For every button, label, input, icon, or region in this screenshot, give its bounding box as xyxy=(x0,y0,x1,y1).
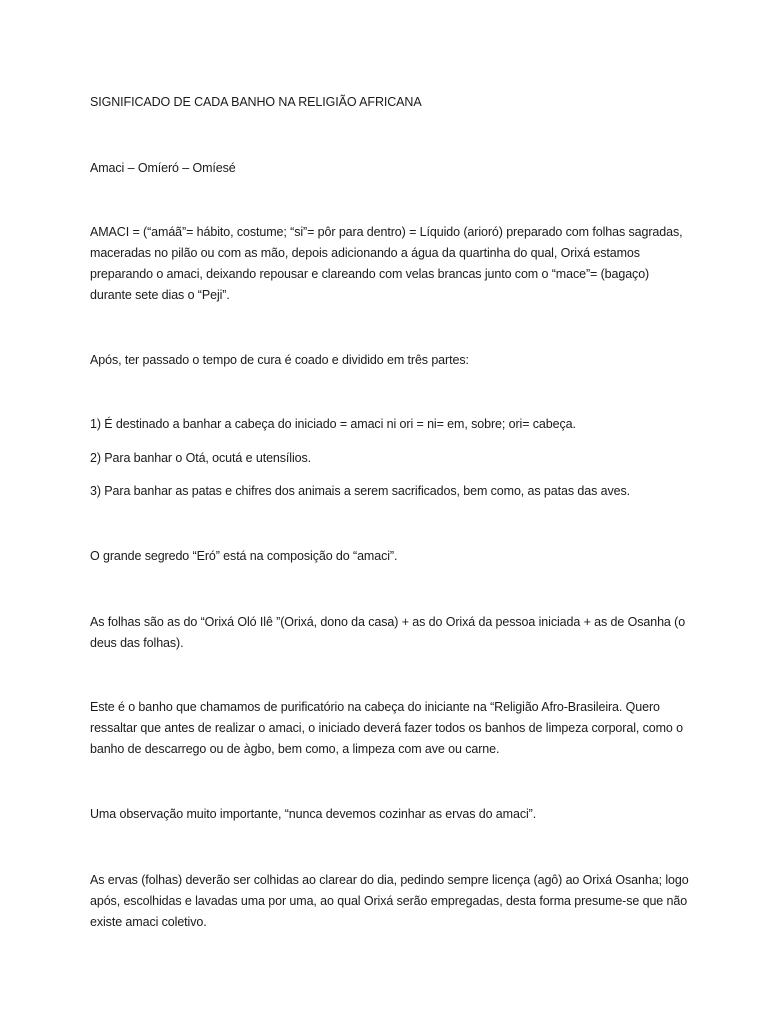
paragraph-apos: Após, ter passado o tempo de cura é coado e dividido em três partes: xyxy=(90,353,469,367)
paragraph-amaci-definition: AMACI = (“amáã”= hábito, costume; “si”= pôr para dentro) = Líquido (arioró) preparado com folhas sagradas, maceradas no pilão ou com as mão, depois adicionando a água da quartinha do qual, Orixá estamos preparando o amaci, deixando repousar e clareando com velas brancas junto com o “mace”= (bagaço) durante sete dias o “Peji”. xyxy=(90,225,683,302)
paragraph-folhas: As folhas são as do “Orixá Oló Ilê ”(Orixá, dono da casa) + as do Orixá da pessoa iniciada + as de Osanha (o deus das folhas). xyxy=(90,615,686,650)
paragraph-observacao: Uma observação muito importante, “nunca devemos cozinhar as ervas do amaci”. xyxy=(90,807,537,821)
paragraph-segredo: O grande segredo “Eró” está na composição do “amaci”. xyxy=(90,549,398,563)
list-item-1: 1) É destinado a banhar a cabeça do iniciado = amaci ni ori = ni= em, sobre; ori= cabeça. xyxy=(90,417,576,431)
list-item-2: 2) Para banhar o Otá, ocutá e utensílios. xyxy=(90,451,312,465)
paragraph-ervas: As ervas (folhas) deverão ser colhidas ao clarear do dia, pedindo sempre licença (agô) ao Orixá Osanha; logo após, escolhidas e lavadas uma por uma, ao qual Orixá serão empregadas, desta forma presume-se que não existe amaci coletivo. xyxy=(90,873,689,929)
paragraph-banho-purificatorio: Este é o banho que chamamos de purificatório na cabeça do iniciante na “Religião Afro-Brasileira. Quero ressaltar que antes de realizar o amaci, o iniciado deverá fazer todos os banhos de limpeza corporal, como o banho de descarrego ou de àgbo, bem como, a limpeza com ave ou carne. xyxy=(90,700,684,756)
document-subtitle: Amaci – Omíeró – Omíesé xyxy=(90,161,236,175)
document-title: SIGNIFICADO DE CADA BANHO NA RELIGIÃO AFRICANA xyxy=(90,95,422,109)
list-item-3: 3) Para banhar as patas e chifres dos animais a serem sacrificados, bem como, as patas das aves. xyxy=(90,484,630,498)
